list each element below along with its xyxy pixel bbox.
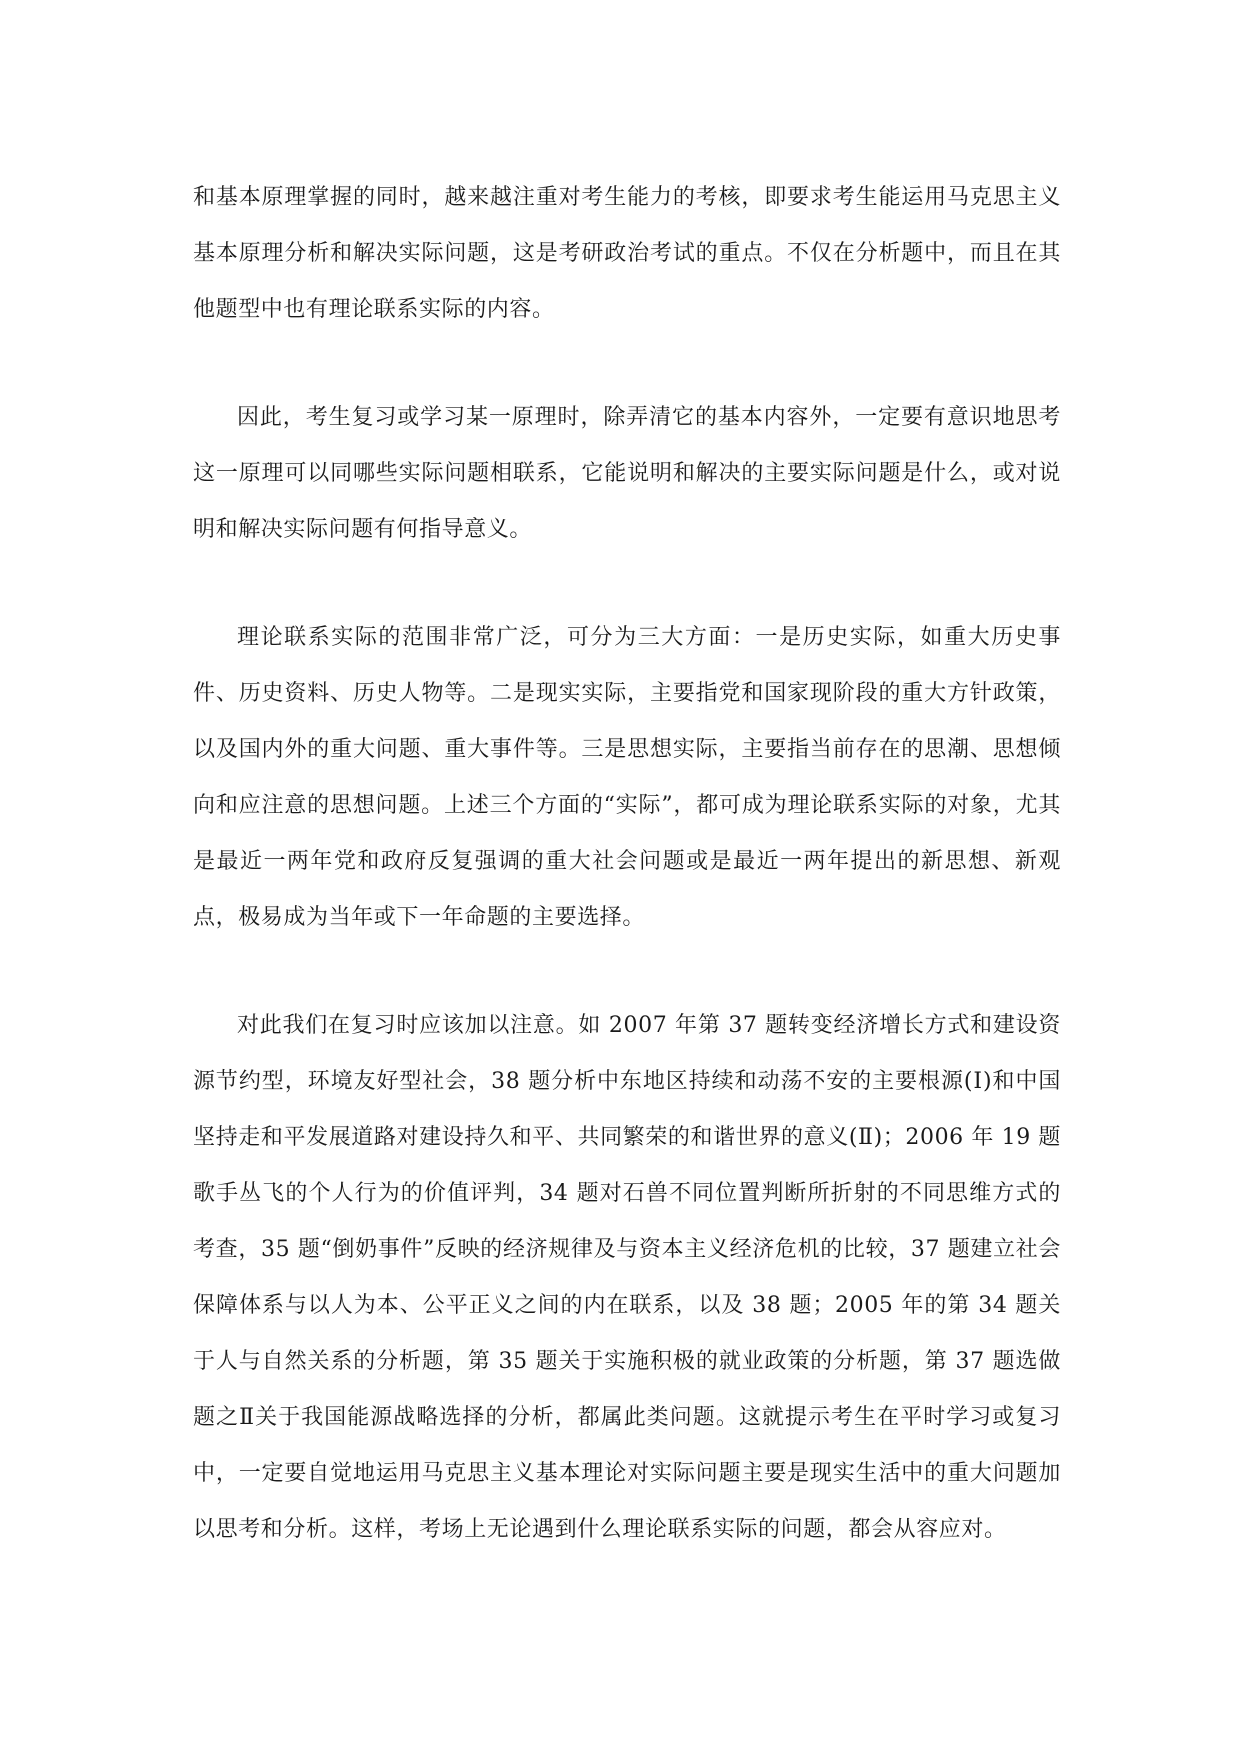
paragraph-continuation: 和基本原理掌握的同时，越来越注重对考生能力的考核，即要求考生能运用马克思主义基本原理分析和解决实际问题，这是考研政治考试的重点。不仅在分析题中，而且在其他题型中也有理论联系实际的内容。 (193, 185, 1061, 322)
paragraph-exam-examples: 对此我们在复习时应该加以注意。如 2007 年第 37 题转变经济增长方式和建设资源节约型，环境友好型社会，38 题分析中东地区持续和动荡不安的主要根源(Ⅰ)和中国坚持走和平发展道路对建设持久和平、共同繁荣的和谐世界的意义(Ⅱ)；2006 年 19 题歌手丛飞的个人行为的价值评判，34 题对石兽不同位置判断所折射的不同思维方式的考查，35 题“倒奶事件”反映的经济规律及与资本主义经济危机的比较，37 题建立社会保障体系与以人为本、公平正义之间的内在联系，以及 38 题；2005 年的第 34 题关于人与自然关系的分析题，第 35 题关于实施积极的就业政策的分析题，第 37 题选做题之Ⅱ关于我国能源战略选择的分析，都属此类问题。这就提示考生在平时学习或复习中，一定要自觉地运用马克思主义基本理论对实际问题主要是现实生活中的重大问题加以思考和分析。这样，考场上无论遇到什么理论联系实际的问题，都会从容应对。 (193, 1013, 1061, 1542)
document-body (193, 170, 1061, 1558)
paragraph-review-principle: 因此，考生复习或学习某一原理时，除弄清它的基本内容外，一定要有意识地思考这一原理可以同哪些实际问题相联系，它能说明和解决的主要实际问题是什么，或对说明和解决实际问题有何指导意义。 (193, 405, 1061, 542)
paragraph-scope-of-practice: 理论联系实际的范围非常广泛，可分为三大方面：一是历史实际，如重大历史事件、历史资料、历史人物等。二是现实实际，主要指党和国家现阶段的重大方针政策，以及国内外的重大问题、重大事件等。三是思想实际，主要指当前存在的思潮、思想倾向和应注意的思想问题。上述三个方面的“实际”，都可成为理论联系实际的对象，尤其是最近一两年党和政府反复强调的重大社会问题或是最近一两年提出的新思想、新观点，极易成为当年或下一年命题的主要选择。 (193, 625, 1061, 930)
